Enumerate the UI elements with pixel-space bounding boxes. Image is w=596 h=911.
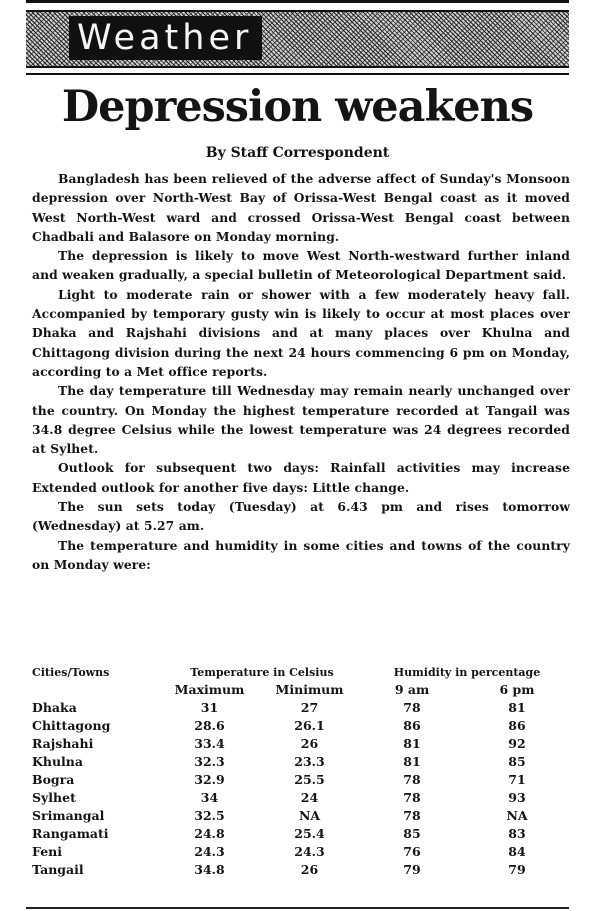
table-body — [32, 699, 572, 879]
pm-cell: 93 — [508, 790, 526, 805]
paragraph: Outlook for subsequent two days: Rainfall activities may increase Extended outlook for another five days: Little change. — [32, 460, 570, 495]
table-row — [32, 789, 572, 807]
table-row — [32, 807, 572, 825]
min-cell: NA — [298, 808, 321, 823]
min-cell: 24 — [300, 790, 319, 805]
am-cell: 76 — [403, 844, 421, 859]
cities-header: Cities/Towns — [32, 666, 110, 679]
paragraph: The temperature and humidity in some cities and towns of the country on Monday were: — [32, 537, 570, 572]
city-cell: Chittagong — [32, 718, 111, 733]
am-cell: 85 — [403, 826, 421, 841]
paragraph: The sun sets today (Tuesday) at 6.43 pm and rises tomorrow (Wednesday) at 5.27 am. — [32, 499, 570, 534]
min-cell: 25.4 — [294, 826, 325, 841]
min-cell: 26 — [300, 862, 319, 877]
temperature-header: Temperature in Celsius — [190, 666, 334, 679]
max-cell: 34.8 — [194, 862, 225, 877]
min-cell: 27 — [300, 700, 319, 715]
pm-cell: 84 — [508, 844, 526, 859]
max-cell: 28.6 — [194, 718, 225, 733]
min-header: Minimum — [275, 682, 344, 697]
paragraph: Light to moderate rain or shower with a few moderately heavy fall. Accompanied by temporary gusty win is likely to occur at most places over Dhaka and Rajshahi divisions and at many places over Khulna and Chittagong division during the next 24 hours commencing 6 pm on Monday, according to a Met office reports. — [32, 286, 570, 379]
max-cell: 32.9 — [194, 772, 225, 787]
am-cell: 78 — [403, 808, 421, 823]
pm-cell: 71 — [508, 772, 526, 787]
city-cell: Khulna — [32, 754, 83, 769]
city-cell: Dhaka — [32, 700, 77, 715]
min-cell: 23.3 — [294, 754, 325, 769]
city-cell: Tangail — [32, 862, 84, 877]
am-cell: 79 — [403, 862, 421, 877]
city-cell: Rangamati — [32, 826, 109, 841]
am-header: 9 am — [394, 682, 430, 697]
table-sub-header — [32, 681, 572, 699]
pm-cell: NA — [506, 808, 528, 823]
paragraph: Bangladesh has been relieved of the adverse affect of Sunday's Monsoon depression over North-West Bay of Orissa-West Bengal coast as it moved West North-West ward and crossed Orissa-West Bengal coast between Chadbali and Balasore on Monday morning. — [32, 171, 570, 244]
max-cell: 33.4 — [194, 736, 225, 751]
pm-cell: 92 — [508, 736, 526, 751]
max-header: Maximum — [174, 682, 245, 697]
pm-cell: 85 — [508, 754, 526, 769]
city-cell: Rajshahi — [32, 736, 94, 751]
section-label: Weather — [69, 16, 262, 60]
min-cell: 25.5 — [294, 772, 325, 787]
am-cell: 78 — [403, 700, 421, 715]
am-cell: 81 — [403, 754, 421, 769]
pm-cell: 83 — [508, 826, 526, 841]
max-cell: 24.8 — [194, 826, 225, 841]
table-row — [32, 843, 572, 861]
max-cell: 31 — [200, 700, 219, 715]
paragraph: The depression is likely to move West North-westward further inland and weaken gradually, a special bulletin of Meteorological Department said. — [32, 248, 570, 283]
max-cell: 32.3 — [194, 754, 225, 769]
city-cell: Feni — [32, 844, 62, 859]
table-row — [32, 825, 572, 843]
am-cell: 78 — [403, 772, 421, 787]
byline: By Staff Correspondent — [205, 145, 390, 161]
weather-table — [32, 665, 572, 879]
city-cell: Bogra — [32, 772, 75, 787]
max-cell: 32.5 — [194, 808, 225, 823]
am-cell: 81 — [403, 736, 421, 751]
table-row — [32, 699, 572, 717]
max-cell: 24.3 — [194, 844, 225, 859]
table-row — [32, 735, 572, 753]
city-cell: Srimangal — [32, 808, 105, 823]
table-group-header — [32, 665, 572, 681]
humidity-header: Humidity in percentage — [393, 666, 541, 679]
paragraph: The day temperature till Wednesday may remain nearly unchanged over the country. On Monday the highest temperature recorded at Tangail was 34.8 degree Celsius while the lowest temperature was 24 degrees recorded at Sylhet. — [32, 383, 570, 457]
pm-cell: 86 — [508, 718, 526, 733]
section-banner — [26, 10, 569, 68]
article-body — [32, 169, 570, 574]
header-rule — [26, 73, 569, 75]
pm-header: 6 pm — [499, 682, 535, 697]
pm-cell: 81 — [508, 700, 526, 715]
pm-cell: 79 — [508, 862, 526, 877]
table-row — [32, 861, 572, 879]
table-row — [32, 771, 572, 789]
am-cell: 78 — [403, 790, 421, 805]
city-cell: Sylhet — [32, 790, 76, 805]
bottom-rule — [26, 907, 569, 909]
min-cell: 24.3 — [294, 844, 325, 859]
max-cell: 34 — [200, 790, 219, 805]
top-rule — [26, 0, 569, 3]
table-row — [32, 753, 572, 771]
headline: Depression weakens — [61, 82, 534, 132]
min-cell: 26.1 — [294, 718, 325, 733]
min-cell: 26 — [300, 736, 319, 751]
am-cell: 86 — [403, 718, 421, 733]
table-row — [32, 717, 572, 735]
